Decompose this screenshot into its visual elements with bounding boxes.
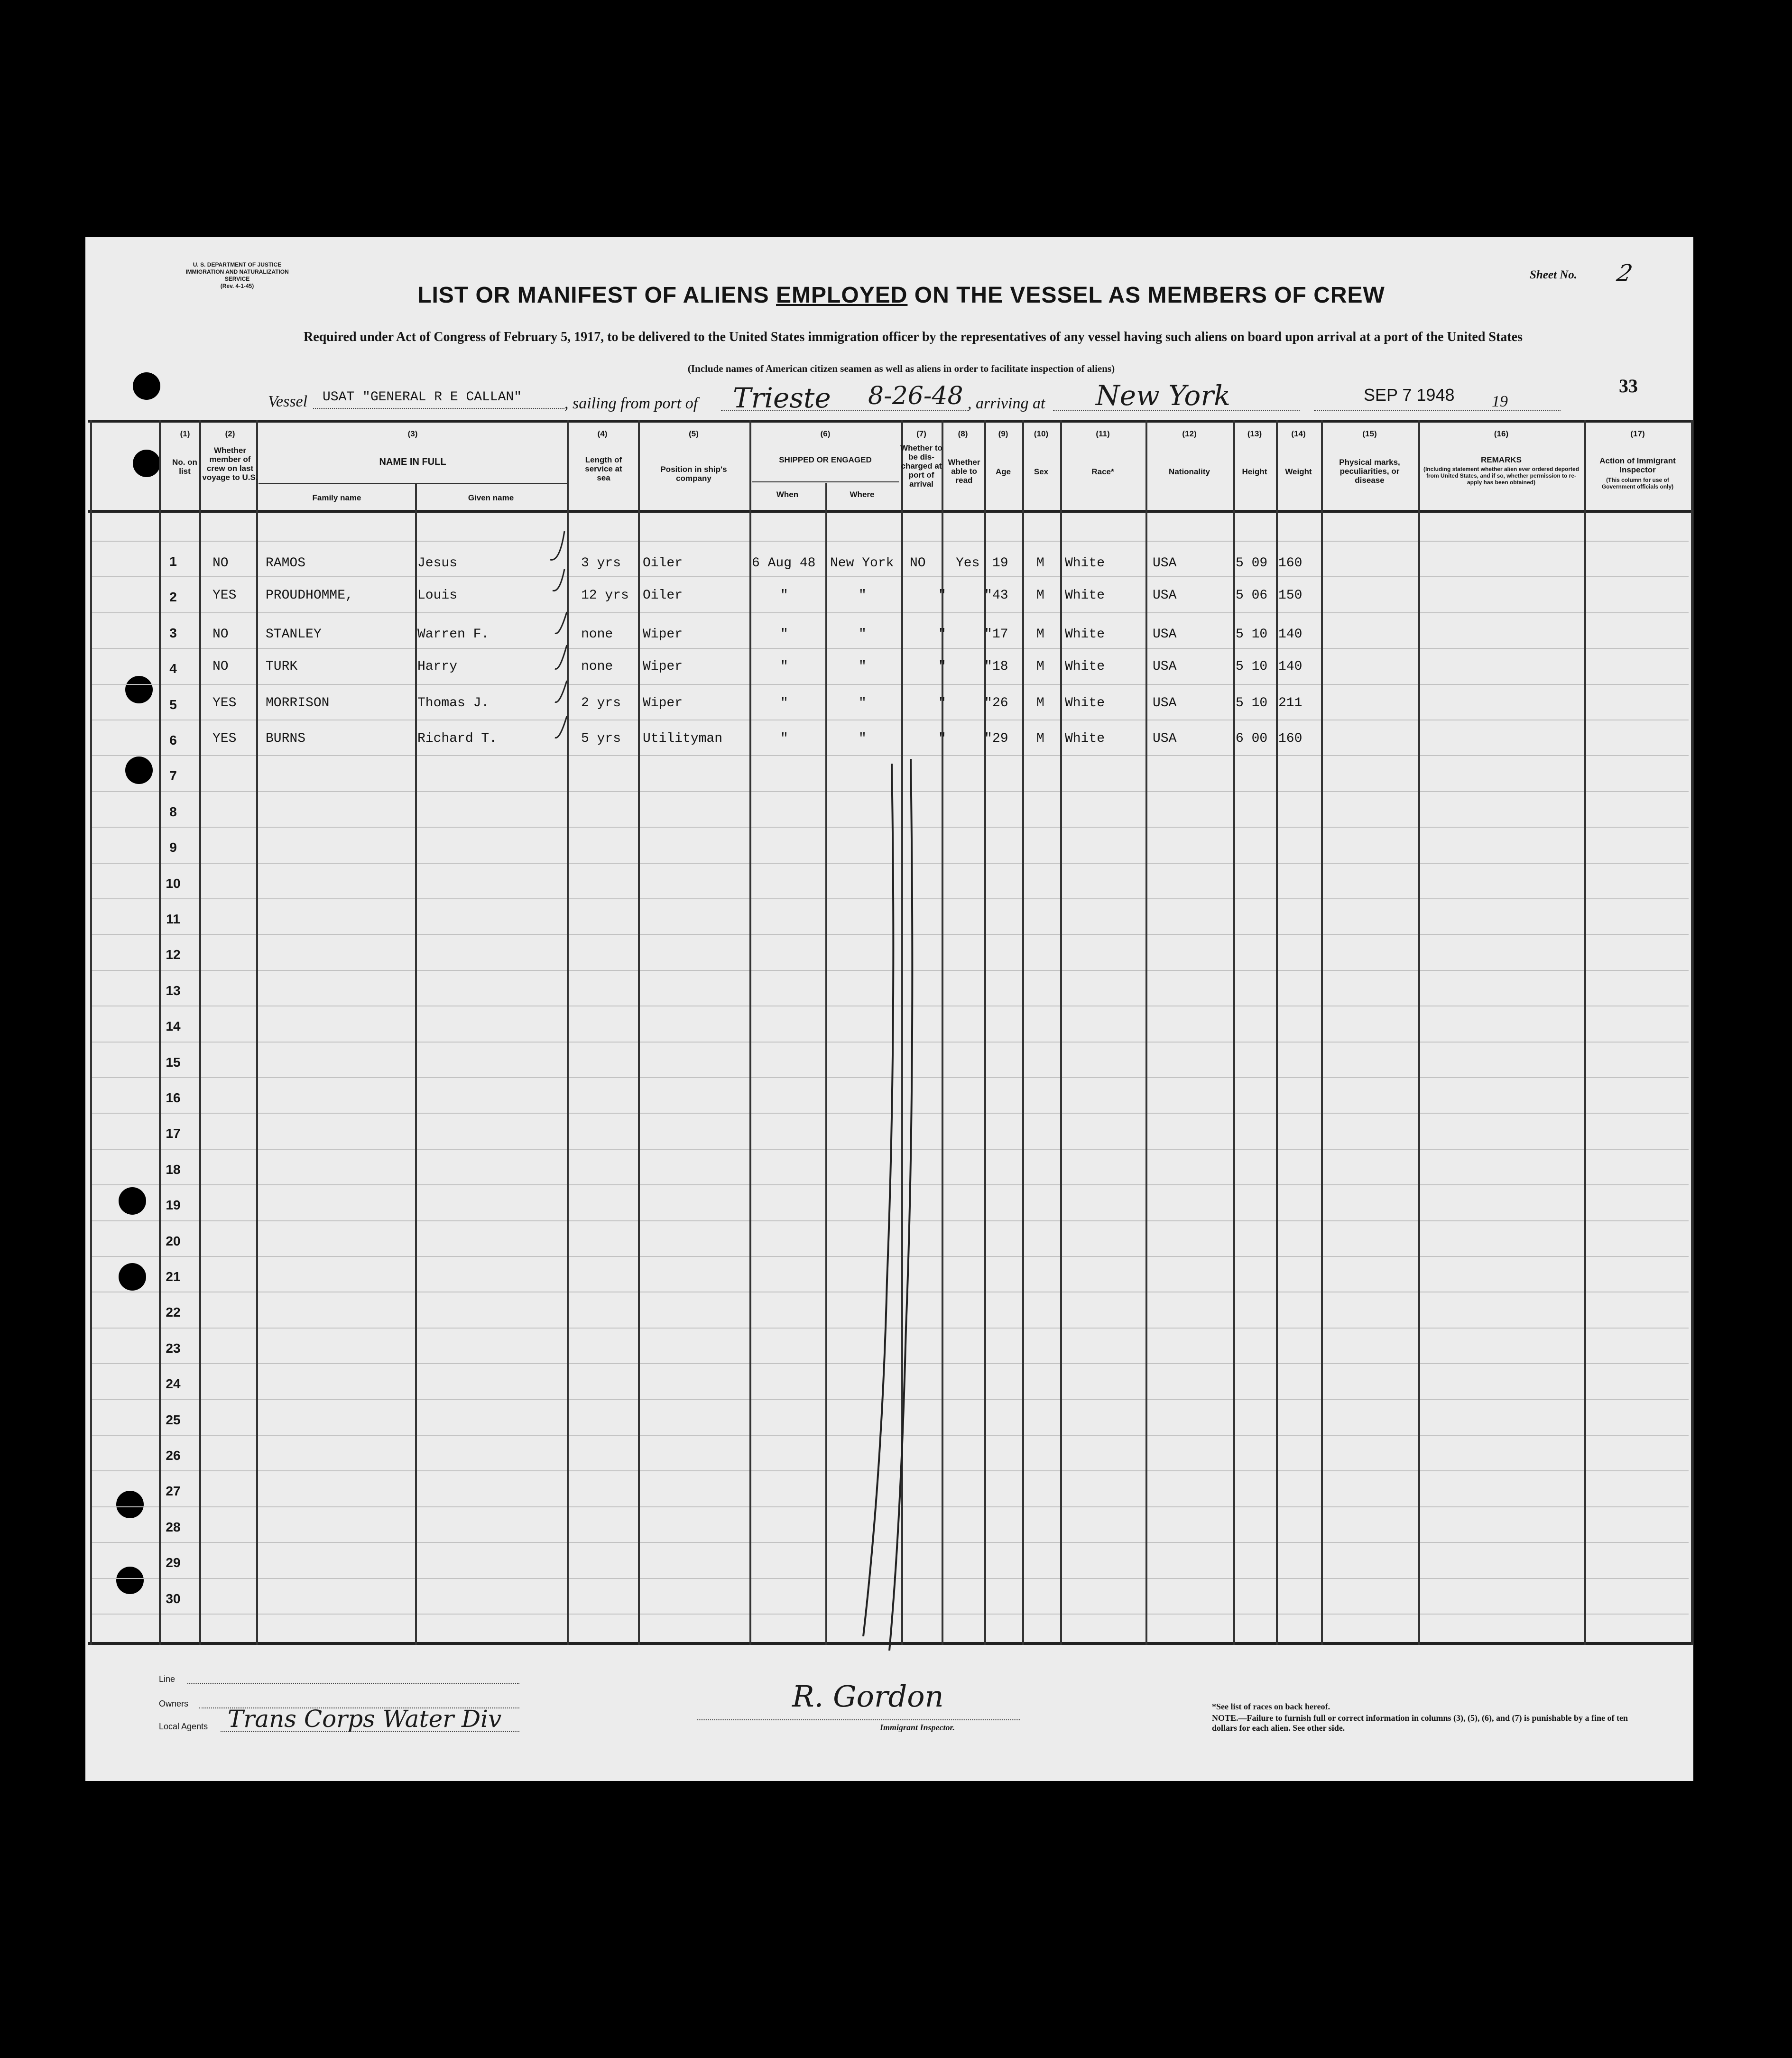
races-note: *See list of races on back hereof. (1212, 1702, 1330, 1711)
cell-weight: 140 (1278, 627, 1302, 642)
col-num-4: (4) (597, 429, 608, 438)
row-number: 6 (169, 733, 177, 748)
cell-last-voyage: YES (212, 696, 237, 711)
row-number: 12 (166, 947, 181, 962)
cell-given: Warren F. (417, 627, 490, 642)
column-rule (1321, 420, 1323, 1645)
row-number: 8 (169, 804, 177, 819)
ruled-line (90, 755, 1689, 756)
row-number: 26 (166, 1448, 181, 1463)
cell-age: 17 (992, 627, 1008, 642)
col-num-15: (15) (1362, 429, 1377, 438)
sheet-label: Sheet No. (1530, 268, 1577, 281)
row-number: 28 (166, 1519, 181, 1534)
punch-hole (125, 757, 153, 784)
cell-height: 5 10 (1236, 627, 1268, 642)
row-number: 15 (166, 1054, 181, 1070)
col-num-14: (14) (1291, 429, 1306, 438)
cell-race: White (1065, 696, 1105, 711)
cell-nationality: USA (1153, 696, 1177, 711)
row-number: 13 (166, 983, 181, 998)
column-rule (638, 420, 640, 1645)
row-number: 3 (169, 625, 177, 640)
cell-discharged: " (938, 627, 946, 642)
header-last-voyage: Whether member of crew on last voyage to U.S. (202, 446, 258, 482)
form-revision: (Rev. 4-1-45) (220, 283, 254, 289)
cell-when: " (780, 627, 788, 642)
cell-given: Harry (417, 659, 458, 674)
header-sex: Sex (1034, 467, 1049, 476)
form-title: LIST OR MANIFEST OF ALIENS EMPLOYED ON THE VESSEL AS MEMBERS OF CREW (417, 283, 1385, 308)
punch-hole (116, 1491, 144, 1518)
ruled-line (90, 684, 1689, 685)
column-rule (1145, 420, 1147, 1645)
cell-where: " (859, 659, 867, 674)
cell-position: Wiper (643, 627, 683, 642)
cell-discharged: " (938, 696, 946, 711)
row-number: 14 (166, 1019, 181, 1034)
row-number: 10 (166, 876, 181, 891)
cell-service: none (581, 627, 613, 642)
arrival-date-stamp: SEP 7 1948 (1364, 385, 1455, 405)
sailing-port: Trieste (733, 382, 831, 414)
cell-age: 19 (992, 556, 1008, 571)
ruled-line (90, 576, 1689, 577)
cell-service: none (581, 659, 613, 674)
header-remarks-note: (Including statement whether alien ever ordered deported from United States, and if so, whether permission to re-apply has been obtained) (1423, 466, 1580, 486)
column-rule (256, 420, 258, 1645)
header-race: Race* (1091, 467, 1114, 476)
table-header-rule (88, 510, 1691, 513)
header-height: Height (1242, 467, 1267, 476)
cell-nationality: USA (1153, 659, 1177, 674)
row-number: 2 (169, 590, 177, 605)
cell-family: MORRISON (266, 696, 330, 711)
column-rule (749, 420, 751, 1645)
cell-age: 18 (992, 659, 1008, 674)
cell-where: " (859, 731, 867, 746)
cell-given: Jesus (417, 556, 458, 571)
column-rule (1418, 420, 1420, 1645)
cell-where: " (859, 696, 867, 711)
local-agents-label: Local Agents (159, 1722, 208, 1731)
col-num-8: (8) (958, 429, 968, 438)
cell-nationality: USA (1153, 627, 1177, 642)
column-rule (942, 420, 943, 1645)
cell-discharged: NO (910, 556, 926, 571)
cell-weight: 140 (1278, 659, 1302, 674)
punch-hole (133, 372, 160, 400)
punch-hole (125, 676, 153, 703)
cell-position: Utilityman (643, 731, 723, 746)
cell-read: " (984, 627, 992, 642)
row-number: 7 (169, 768, 177, 784)
row-number: 29 (166, 1555, 181, 1570)
pen-strokes (849, 759, 925, 1660)
cell-family: STANLEY (266, 627, 322, 642)
header-position: Position in ship's company (660, 465, 727, 483)
cell-when: " (780, 659, 788, 674)
inspector-label: Immigrant Inspector. (880, 1723, 955, 1732)
punch-hole (116, 1567, 144, 1594)
col-num-7: (7) (916, 429, 926, 438)
col-num-1: (1) (180, 429, 190, 438)
cell-service: 3 yrs (581, 556, 621, 571)
cell-sex: M (1036, 696, 1044, 711)
sailing-label: , sailing from port of (564, 395, 698, 412)
cell-read: " (984, 659, 992, 674)
col-num-16: (16) (1494, 429, 1509, 438)
cell-position: Oiler (643, 556, 683, 571)
header-no-on-list: No. on list (172, 458, 197, 476)
cell-height: 5 06 (1236, 588, 1268, 603)
cell-position: Oiler (643, 588, 683, 603)
header-length-of-service: Length of service at sea (585, 455, 622, 482)
cell-when: " (780, 696, 788, 711)
cell-position: Wiper (643, 696, 683, 711)
header-physical-marks: Physical marks, peculiarities, or disease (1339, 458, 1400, 485)
cell-service: 2 yrs (581, 696, 621, 711)
cell-race: White (1065, 627, 1105, 642)
cell-nationality: USA (1153, 731, 1177, 746)
cell-height: 5 10 (1236, 696, 1268, 711)
row-number: 25 (166, 1412, 181, 1427)
cell-where: New York (830, 556, 894, 571)
row-number: 1 (169, 554, 177, 569)
column-rule (415, 483, 417, 1645)
column-rule (1060, 420, 1062, 1645)
owners-label: Owners (159, 1699, 189, 1708)
punch-hole (119, 1263, 146, 1291)
col-num-6: (6) (820, 429, 831, 438)
column-rule (825, 483, 827, 1645)
cell-discharged: " (938, 731, 946, 746)
header-able-to-read: Whether able to read (948, 458, 980, 485)
col-num-10: (10) (1034, 429, 1049, 438)
cell-height: 6 00 (1236, 731, 1268, 746)
column-rule (984, 420, 986, 1645)
cell-race: White (1065, 659, 1105, 674)
local-agents-value: Trans Corps Water Div (228, 1705, 502, 1733)
cell-last-voyage: NO (212, 627, 229, 642)
cell-height: 5 10 (1236, 659, 1268, 674)
row-number: 23 (166, 1340, 181, 1356)
cell-given: Thomas J. (417, 696, 490, 711)
cell-race: White (1065, 588, 1105, 603)
cell-read: " (984, 731, 992, 746)
header-name-in-full: NAME IN FULL (379, 457, 446, 467)
row-number: 18 (166, 1162, 181, 1177)
header-when: When (776, 490, 799, 499)
department-name: U. S. DEPARTMENT OF JUSTICE (193, 261, 282, 268)
header-where: Where (850, 490, 875, 499)
header-remarks: REMARKS (1481, 455, 1522, 464)
cell-when: " (780, 731, 788, 746)
cell-race: White (1065, 556, 1105, 571)
row-number: 11 (166, 912, 180, 926)
cell-race: White (1065, 731, 1105, 746)
page-number: 33 (1619, 375, 1638, 397)
row-number: 21 (166, 1269, 181, 1284)
col-num-17: (17) (1630, 429, 1645, 438)
column-rule (199, 420, 201, 1645)
column-rule (1276, 420, 1278, 1645)
cell-nationality: USA (1153, 588, 1177, 603)
sheet-number: 2 (1615, 260, 1635, 286)
cell-service: 12 yrs (581, 588, 629, 603)
cell-family: RAMOS (266, 556, 306, 571)
cell-discharged: " (938, 659, 946, 674)
arriving-port: New York (1096, 379, 1231, 412)
cell-last-voyage: NO (212, 556, 229, 571)
cell-sex: M (1036, 627, 1044, 642)
cell-given: Richard T. (417, 731, 498, 746)
row-number: 4 (169, 661, 177, 676)
row-number: 5 (169, 697, 177, 712)
ruled-line (90, 612, 1689, 613)
row-number: 20 (166, 1233, 181, 1248)
cell-age: 26 (992, 696, 1008, 711)
cell-family: PROUDHOMME, (266, 588, 353, 603)
cell-read: " (984, 696, 992, 711)
legal-requirement: Required under Act of Congress of February 5, 1917, to be delivered to the United States immigration officer by the representatives of any vessel having such aliens on board upon arrival at a port of the United States (304, 330, 1523, 344)
ruled-line (90, 541, 1689, 542)
cell-last-voyage: YES (212, 588, 237, 603)
header-age: Age (995, 467, 1011, 476)
row-number: 19 (166, 1198, 181, 1213)
cell-height: 5 09 (1236, 556, 1268, 571)
vessel-label: Vessel (268, 393, 308, 410)
header-nationality: Nationality (1169, 467, 1210, 476)
inspector-signature: R. Gordon (792, 1679, 944, 1714)
cell-read: Yes (956, 556, 980, 571)
row-number: 22 (166, 1305, 181, 1320)
row-number: 30 (166, 1591, 181, 1606)
header-given-name: Given name (468, 493, 514, 502)
header-discharged: Whether to be dis-charged at port of arrival (900, 443, 942, 489)
service-name: IMMIGRATION AND NATURALIZATION SERVICE (185, 268, 289, 282)
column-rule (1022, 420, 1024, 1645)
cell-family: TURK (266, 659, 298, 674)
punch-hole (133, 450, 160, 477)
col-num-3: (3) (407, 429, 418, 438)
cell-read: " (984, 588, 992, 603)
cell-nationality: USA (1153, 556, 1177, 571)
col-num-12: (12) (1182, 429, 1197, 438)
cell-when: 6 Aug 48 (752, 556, 816, 571)
cell-service: 5 yrs (581, 731, 621, 746)
cell-sex: M (1036, 588, 1044, 603)
row-number: 24 (166, 1376, 181, 1392)
cell-last-voyage: NO (212, 659, 229, 674)
header-inspector-action: Action of Immigrant Inspector (1599, 456, 1676, 474)
cell-age: 43 (992, 588, 1008, 603)
header-shipped-or-engaged: SHIPPED OR ENGAGED (779, 455, 872, 464)
column-rule (1691, 420, 1693, 1645)
cell-position: Wiper (643, 659, 683, 674)
row-number: 17 (166, 1126, 181, 1141)
arriving-label: , arriving at (968, 395, 1045, 412)
cell-weight: 160 (1278, 556, 1302, 571)
column-rule (1584, 420, 1586, 1645)
punch-hole (119, 1187, 146, 1215)
col-num-9: (9) (998, 429, 1008, 438)
row-number: 9 (169, 840, 177, 855)
cell-sex: M (1036, 556, 1044, 571)
header-weight: Weight (1285, 467, 1312, 476)
line-label: Line (159, 1674, 176, 1684)
col-num-11: (11) (1096, 429, 1110, 438)
cell-sex: M (1036, 659, 1044, 674)
cell-sex: M (1036, 731, 1044, 746)
cell-where: " (859, 627, 867, 642)
cell-weight: 160 (1278, 731, 1302, 746)
year-label: 19 (1492, 393, 1508, 410)
cell-given: Louis (417, 588, 458, 603)
include-note: (Include names of American citizen seamen as well as aliens in order to facilitate inspection of aliens) (687, 363, 1115, 374)
cell-age: 29 (992, 731, 1008, 746)
cell-where: " (859, 588, 867, 603)
column-rule (1233, 420, 1235, 1645)
row-number: 27 (166, 1484, 181, 1499)
cell-weight: 150 (1278, 588, 1302, 603)
col-num-5: (5) (689, 429, 699, 438)
col-num-2: (2) (225, 429, 235, 438)
service-checkmarks (545, 526, 588, 764)
col-num-13: (13) (1247, 429, 1262, 438)
cell-discharged: " (938, 588, 946, 603)
row-number: 16 (166, 1090, 181, 1105)
cell-weight: 211 (1278, 696, 1302, 711)
ruled-line (90, 648, 1689, 649)
header-inspector-note: (This column for use of Government officials only) (1601, 477, 1674, 490)
table-top-rule (88, 420, 1691, 423)
cell-when: " (780, 588, 788, 603)
vessel-name: USAT "GENERAL R E CALLAN" (323, 390, 522, 405)
column-rule (90, 420, 92, 1645)
department-block (180, 261, 294, 290)
header-family-name: Family name (312, 493, 361, 502)
cell-family: BURNS (266, 731, 306, 746)
sailing-date: 8-26-48 (868, 382, 963, 410)
cell-last-voyage: YES (212, 731, 237, 746)
fine-note: NOTE.—Failure to furnish full or correct information in columns (3), (5), (6), and (7) is punishable by a fine of ten dollars for each alien. See other side. (1212, 1713, 1628, 1733)
